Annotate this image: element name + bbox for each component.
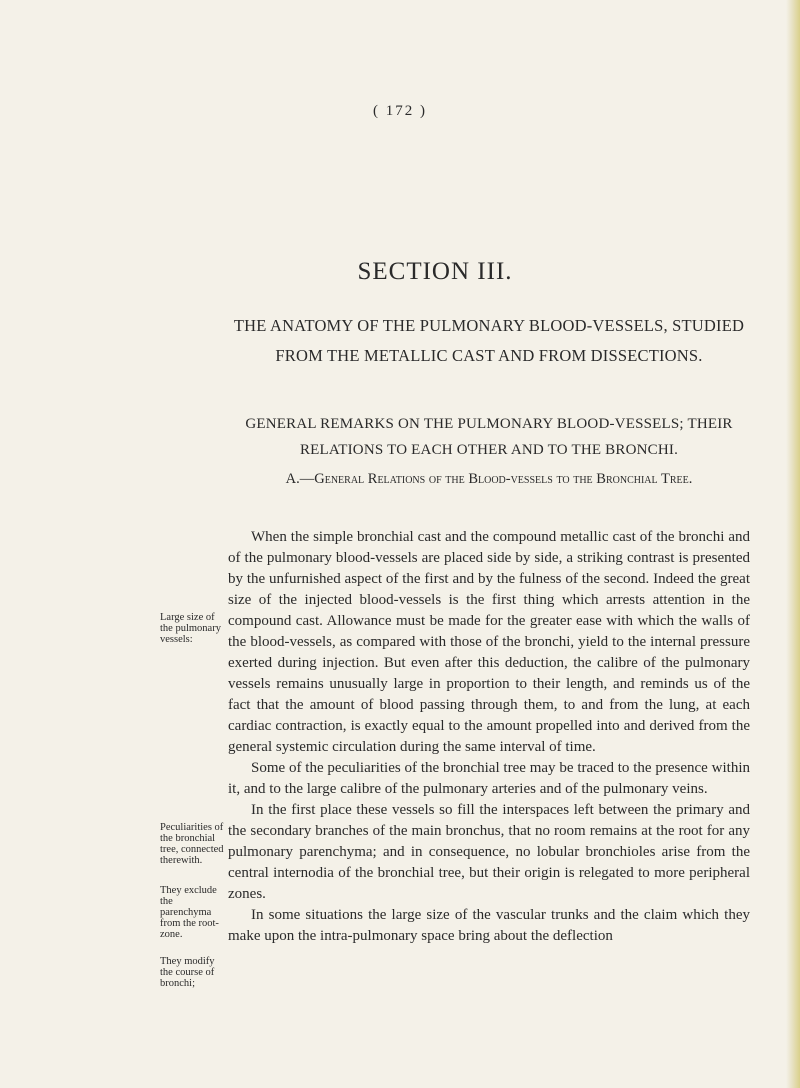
paragraph-2: Some of the peculiarities of the bronchial tree may be traced to the presence within it, and to the large calibre of the pulmonary arteries and of the pulmonary veins.: [228, 760, 750, 797]
margin-note-peculiarities: Peculiarities of the bronchial tree, connected therewith.: [160, 822, 224, 866]
margin-note-exclude-parenchyma: They exclude the parenchyma from the root-zone.: [160, 885, 219, 940]
margin-note-large-size: Large size of the pulmonary vessels:: [160, 612, 221, 645]
section-title: SECTION III.: [357, 258, 513, 285]
page-number: ( 172 ): [373, 103, 427, 119]
paragraph-3: In the first place these vessels so fill the interspaces left between the primary and the secondary branches of the main bronchus, that no room remains at the root for any pulmonary parenchyma; and in consequence, no lobular bronchioles arise from the central internodia of the bronchial tree, but their origin is relegated to more peripheral zones.: [228, 802, 750, 902]
paragraph-4: In some situations the large size of the vascular trunks and the claim which they make upon the intra-pulmonary space bring about the deflection: [228, 907, 750, 944]
margin-note-modify-course: They modify the course of bronchi;: [160, 956, 215, 989]
page-edge: [786, 0, 800, 1088]
body-text: [228, 527, 750, 947]
main-title: THE ANATOMY OF THE PULMONARY BLOOD-VESSELS, STUDIED FROM THE METALLIC CAST AND FROM DISSECTIONS.: [233, 316, 745, 365]
paragraph-1: When the simple bronchial cast and the compound metallic cast of the bronchi and of the pulmonary blood-vessels are placed side by side, a striking contrast is presented by the unfurnished aspect of the first and by the fulness of the second. Indeed the great size of the injected blood-vessels is the first thing which arrests attention in the compound cast. Allowance must be made for the greater ease with which the walls of the blood-vessels, as compared with those of the bronchi, yield to the internal pressure exerted during injection. But even after this deduction, the calibre of the pulmonary vessels remains unusually large in proportion to their length, and reminds us of the fact that the amount of blood passing through them, to and from the lung, at each cardiac contraction, is exactly equal to the amount propelled into and derived from the general systemic circulation during the same interval of time.: [228, 529, 750, 755]
sub-title: GENERAL REMARKS ON THE PULMONARY BLOOD-VESSELS; THEIR RELATIONS TO EACH OTHER AND TO THE BRONCHI.: [245, 416, 733, 458]
subsection-title: A.—General Relations of the Blood-vessels to the Bronchial Tree.: [285, 471, 693, 487]
